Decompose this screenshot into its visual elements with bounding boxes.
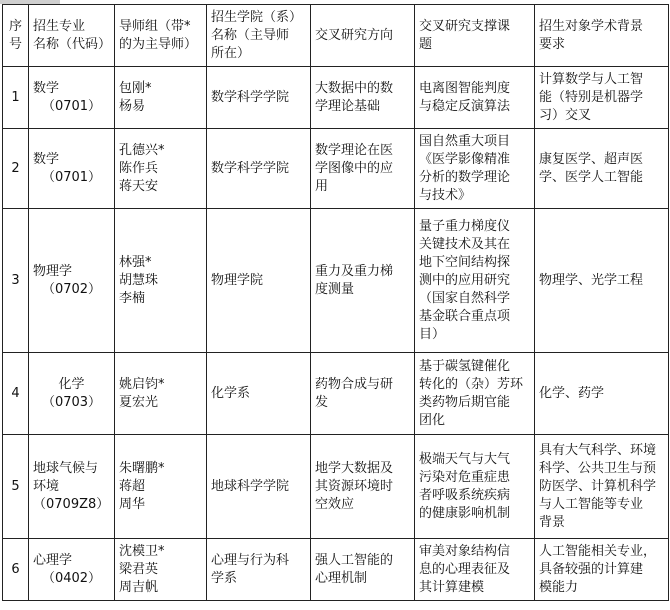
college-cell: 心理与行为科 学系 [207, 539, 311, 601]
header-major: 招生专业 名称（代码） [29, 5, 115, 67]
topic-cell: 量子重力梯度仪 关键技术及其在 地下空间结构探 测中的应用研究 （国家自然科学 基金联合重点项 目） [415, 209, 535, 353]
direction-cell: 数学理论在医 学图像中的应 用 [311, 129, 415, 209]
college-cell: 数学科学学院 [207, 129, 311, 209]
major-cell: 化学 （0703） [29, 353, 115, 435]
major-cell: 心理学 （0402） [29, 539, 115, 601]
supervisors-cell: 朱曙鹏* 蒋超 周华 [115, 435, 207, 539]
direction-cell: 强人工智能的 心理机制 [311, 539, 415, 601]
topic-cell: 极端天气与大气 污染对危重症患 者呼吸系统疾病 的健康影响机制 [415, 435, 535, 539]
header-supervisors: 导师组（带* 的为主导师） [115, 5, 207, 67]
header-college: 招生学院（系） 名称（主导师 所在） [207, 5, 311, 67]
background-cell: 人工智能相关专业， 具备较强的计算建 模能力 [535, 539, 669, 601]
header-row [3, 5, 669, 67]
supervisors-cell: 姚启钧* 夏宏光 [115, 353, 207, 435]
college-cell: 地球科学学院 [207, 435, 311, 539]
supervisors-cell: 沈模卫* 梁君英 周吉帆 [115, 539, 207, 601]
table-row [3, 129, 669, 209]
topic-cell: 审美对象结构信 息的心理表征及 其计算建模 [415, 539, 535, 601]
row-index: 5 [3, 435, 29, 539]
topic-cell: 基于碳氢键催化 转化的（杂）芳环 类药物后期官能 团化 [415, 353, 535, 435]
table-row [3, 209, 669, 353]
topic-cell: 电离图智能判度 与稳定反演算法 [415, 67, 535, 129]
table-row [3, 353, 669, 435]
header-index: 序 号 [3, 5, 29, 67]
college-cell: 物理学院 [207, 209, 311, 353]
major-cell: 地球气候与 环境 （0709Z8） [29, 435, 115, 539]
background-cell: 具有大气科学、环境 科学、公共卫生与预 防医学、计算机科学 与人工智能等专业 背景 [535, 435, 669, 539]
header-direction: 交叉研究方向 [311, 5, 415, 67]
supervisors-cell: 包刚* 杨易 [115, 67, 207, 129]
major-cell: 物理学 （0702） [29, 209, 115, 353]
background-cell: 物理学、光学工程 [535, 209, 669, 353]
background-cell: 计算数学与人工智 能（特别是机器学 习）交叉 [535, 67, 669, 129]
direction-cell: 重力及重力梯 度测量 [311, 209, 415, 353]
background-cell: 康复医学、超声医 学、医学人工智能 [535, 129, 669, 209]
row-index: 1 [3, 67, 29, 129]
admission-table [2, 4, 669, 601]
table-row [3, 435, 669, 539]
row-index: 2 [3, 129, 29, 209]
background-cell: 化学、药学 [535, 353, 669, 435]
header-background: 招生对象学术背景 要求 [535, 5, 669, 67]
row-index: 4 [3, 353, 29, 435]
major-cell: 数学 （0701） [29, 129, 115, 209]
row-index: 6 [3, 539, 29, 601]
header-topic: 交叉研究支撑课 题 [415, 5, 535, 67]
major-cell: 数学 （0701） [29, 67, 115, 129]
college-cell: 化学系 [207, 353, 311, 435]
topic-cell: 国自然重大项目 《医学影像精准 分析的数学理论 与技术》 [415, 129, 535, 209]
college-cell: 数学科学学院 [207, 67, 311, 129]
direction-cell: 药物合成与研 发 [311, 353, 415, 435]
direction-cell: 大数据中的数 学理论基础 [311, 67, 415, 129]
direction-cell: 地学大数据及 其资源环境时 空效应 [311, 435, 415, 539]
supervisors-cell: 孔德兴* 陈作兵 蒋天安 [115, 129, 207, 209]
supervisors-cell: 林强* 胡慧珠 李楠 [115, 209, 207, 353]
table-row [3, 539, 669, 601]
row-index: 3 [3, 209, 29, 353]
table-row [3, 67, 669, 129]
